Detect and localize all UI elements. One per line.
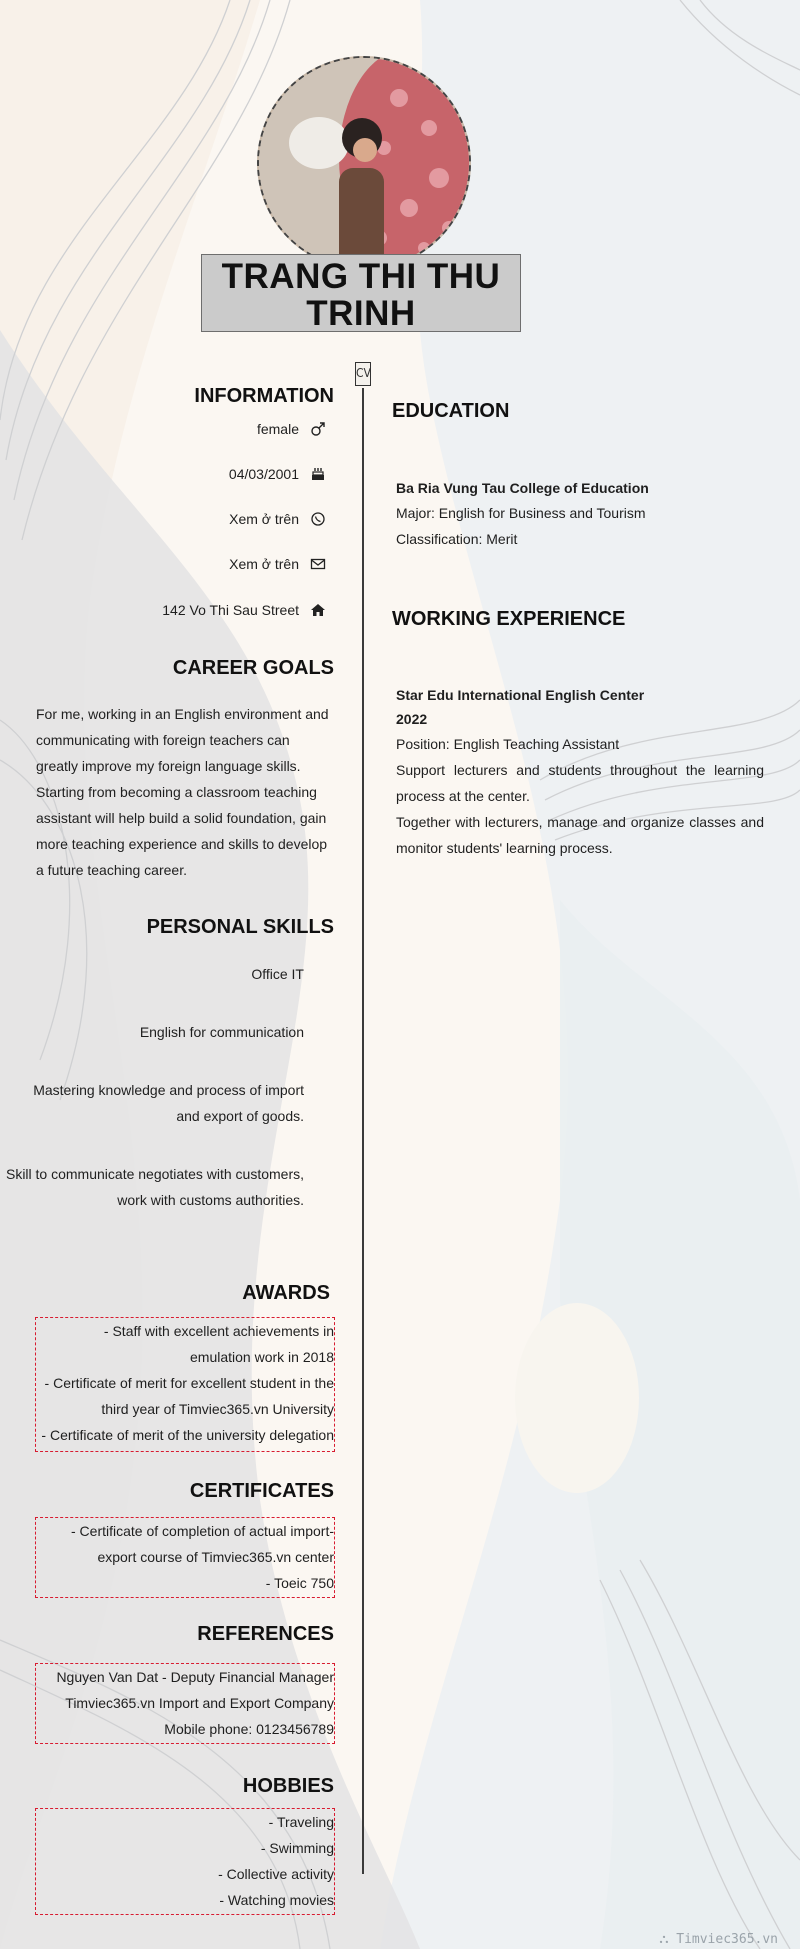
certificate-line: - Certificate of completion of actual import-: [71, 1523, 334, 1539]
experience-position: Position: English Teaching Assistant: [396, 736, 620, 752]
candidate-name: TRANG THI THU TRINH: [221, 257, 501, 333]
skill-item: English for communication: [139, 1024, 304, 1040]
certificate-line: export course of Timviec365.vn center: [97, 1549, 334, 1565]
education-major: Major: English for Business and Tourism: [396, 505, 646, 521]
experience-duty: Together with lecturers, manage and organize classes and monitor students' learning process.: [396, 814, 764, 856]
career-goals-heading: CAREER GOALS: [172, 657, 334, 679]
personal-skills-heading: PERSONAL SKILLS: [146, 916, 334, 938]
information-heading: INFORMATION: [194, 385, 334, 407]
watermark: [659, 1932, 778, 1947]
award-line: - Certificate of merit for excellent student in the: [44, 1375, 334, 1391]
award-line: emulation work in 2018: [190, 1349, 334, 1365]
education-heading: EDUCATION: [392, 400, 510, 422]
award-line: third year of Timviec365.vn University: [101, 1401, 334, 1417]
reference-line: Nguyen Van Dat - Deputy Financial Manager: [56, 1669, 334, 1685]
profile-photo: [257, 56, 471, 270]
hobby-line: - Swimming: [260, 1840, 334, 1856]
education-school: Ba Ria Vung Tau College of Education: [396, 480, 649, 496]
awards-heading: AWARDS: [242, 1282, 330, 1304]
hobby-line: - Watching movies: [219, 1892, 334, 1908]
award-line: - Staff with excellent achievements in: [103, 1323, 334, 1339]
hobbies-heading: HOBBIES: [242, 1775, 334, 1797]
address-value: 142 Vo Thi Sau Street: [162, 602, 299, 618]
experience-year: 2022: [396, 711, 428, 727]
gender-value: female: [256, 421, 299, 437]
email-value: Xem ở trên: [229, 556, 299, 572]
watermark-text: Timviec365.vn: [676, 1932, 778, 1947]
watermark-icon: ⛬: [659, 1932, 677, 1947]
center-divider: [362, 388, 364, 1874]
experience-duty: Support lecturers and students throughout the learning process at the center.: [396, 762, 764, 804]
award-line: - Certificate of merit of the university delegation: [41, 1427, 334, 1443]
experience-company: Star Edu International English Center: [396, 687, 645, 703]
references-box: [35, 1663, 335, 1744]
reference-line: Mobile phone: 0123456789: [164, 1721, 334, 1737]
gender-icon: [310, 421, 326, 437]
skill-item: Office IT: [251, 966, 304, 982]
name-banner: [201, 254, 521, 332]
hobby-line: - Traveling: [268, 1814, 334, 1830]
phone-value: Xem ở trên: [229, 511, 299, 527]
career-goals-text: For me, working in an English environment and communicating with foreign teachers can greatly improve my foreign language skills. Starting from becoming a classroom teaching assistant will help build a solid foundation, gain more teaching experience and skills to develop a future teaching career.: [36, 706, 329, 878]
skill-item: Mastering knowledge and process of import and export of goods.: [33, 1082, 304, 1124]
birthday-value: 04/03/2001: [228, 466, 299, 482]
email-icon: [310, 556, 326, 572]
phone-icon: [310, 511, 326, 527]
hobbies-box: [35, 1808, 335, 1915]
certificates-box: [35, 1517, 335, 1598]
working-experience-heading: WORKING EXPERIENCE: [392, 608, 626, 630]
references-heading: REFERENCES: [197, 1623, 334, 1645]
awards-box: [35, 1317, 335, 1452]
cv-badge: CV: [355, 362, 371, 386]
hobby-line: - Collective activity: [218, 1866, 334, 1882]
reference-line: Timviec365.vn Import and Export Company: [65, 1695, 334, 1711]
education-classification: Classification: Merit: [396, 531, 518, 547]
profile-photo-image: [259, 58, 471, 270]
certificate-line: - Toeic 750: [265, 1575, 334, 1591]
home-icon: [310, 602, 326, 618]
certificates-heading: CERTIFICATES: [189, 1480, 334, 1502]
skill-item: Skill to communicate negotiates with customers, work with customs authorities.: [5, 1166, 304, 1208]
birthday-cake-icon: [310, 466, 326, 482]
